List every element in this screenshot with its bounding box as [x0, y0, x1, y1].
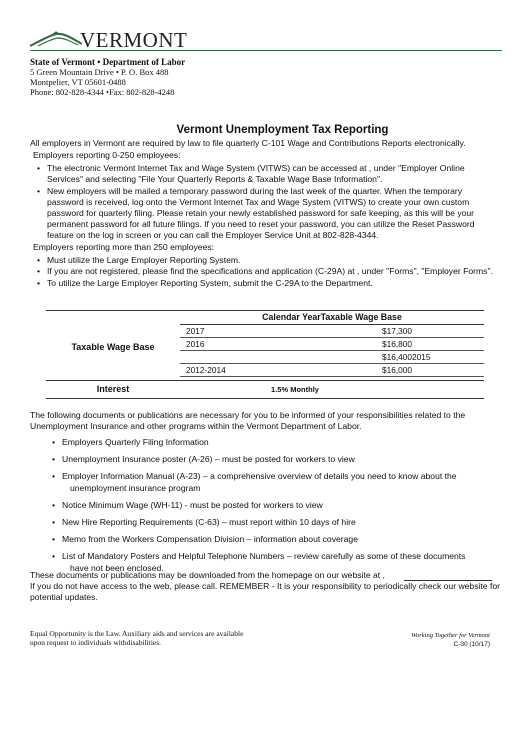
footer-motto: Working Together for Vermont — [411, 632, 490, 639]
list-item: • If you are not registered, please find the specifications and application (C-29A) at , under "Forms", "Employer Forms". — [35, 266, 493, 277]
large-employers-heading: Employers reporting more than 250 employees: — [33, 242, 215, 252]
footer-left — [30, 629, 330, 647]
document-item-text: Memo from the Workers Compensation Division – information about coverage — [62, 534, 358, 545]
interest-value: 1.5% Monthly — [271, 385, 319, 394]
footer-eeo-line-2: upon request to individuals withdisabilities. — [30, 638, 162, 647]
document-item-text: New Hire Reporting Requirements (C-63) – must report within 10 days of hire — [62, 517, 356, 528]
table-cell-amount: $16,000 — [382, 365, 412, 375]
closing-text-2: If you do not have access to the web, please call. REMEMBER - It is your responsibility to periodically check our website for potential updates. — [30, 581, 501, 603]
small-employers-section — [33, 150, 493, 242]
list-item: • To utilize the Large Employer Reporting System, submit the C-29A to the Department. — [35, 278, 493, 289]
table-header: Calendar YearTaxable Wage Base — [262, 312, 402, 322]
document-item — [50, 517, 495, 528]
table-cell-year: 2017 — [186, 326, 205, 336]
list-item: • New employers will be mailed a temporary password during the last week of the quarter. When the temporary password is received, log onto the Vermont Internet Tax and Wage System (VITWS) to create your own custom password for quarterly filing. Please retain your newly established password for safe keeping, as this will be your permanent password for all future filings. If you need to reset your password, you can utilize the Reset Password feature on the log in screen or you can call the Employer Service Unit at 802-828-4344. — [35, 186, 493, 242]
document-item-continuation: unemployment insurance program — [70, 482, 201, 493]
phone-fax-line: Phone: 802-828-4344 •Fax: 802-828-4248 — [30, 87, 175, 97]
small-employers-list — [35, 163, 493, 241]
intro-paragraph: All employers in Vermont are required by law to file quarterly C-101 Wage and Contributions Reports electronically. — [30, 138, 466, 148]
table-row — [180, 364, 484, 377]
department-block — [30, 57, 330, 97]
table-cell-year: 2012-2014 — [186, 365, 226, 375]
document-item — [50, 534, 495, 545]
website-blank-line — [404, 580, 492, 581]
footer-eeo-line-1: Equal Opportunity is the Law. Auxiliary aids and services are available — [30, 629, 244, 638]
department-title: State of Vermont • Department of Labor — [30, 57, 186, 67]
page-title: Vermont Unemployment Tax Reporting — [176, 124, 389, 136]
large-employers-section — [33, 242, 493, 289]
list-item: • The electronic Vermont Internet Tax and Wage System (VITWS) can be accessed at , under "Employer Online Services" and selecting "File Your Quarterly Reports & Taxable Wage Base Information". — [35, 163, 493, 185]
address-line-1: 5 Green Mountain Drive • P. O. Box 488 — [30, 67, 169, 77]
documents-list — [50, 437, 495, 580]
interest-label: Interest — [96, 384, 130, 394]
table-rows — [180, 325, 484, 377]
document-item-text: Employers Quarterly Filing Information — [62, 437, 209, 447]
wage-base-table — [46, 310, 484, 403]
logo — [30, 28, 502, 50]
table-row — [180, 338, 484, 351]
closing-section — [30, 570, 500, 604]
table-cell-amount: $16,800 — [382, 339, 412, 349]
table-row — [180, 351, 484, 364]
table-row-label: Taxable Wage Base — [71, 342, 155, 352]
address-line-2: Montpelier, VT 05601-0488 — [30, 77, 126, 87]
document-item-text: Unemployment Insurance poster (A-26) – must be posted for workers to view — [62, 454, 355, 465]
closing-line — [30, 570, 500, 581]
document-item-continuation: have not been enclosed. — [70, 562, 164, 573]
header-divider — [30, 50, 502, 51]
table-cell-amount: $16,4002015 — [382, 352, 431, 362]
logo-wordmark: VERMONT — [80, 28, 188, 52]
table-cell-amount: $17,300 — [382, 326, 412, 336]
document-item — [50, 454, 495, 465]
document-item — [50, 500, 495, 511]
footer-right — [330, 631, 490, 649]
table-cell-year: 2016 — [186, 339, 205, 349]
document-item — [50, 471, 495, 493]
closing-text: These documents or publications may be downloaded from the homepage on our website at , — [30, 570, 385, 580]
document-item — [50, 437, 495, 448]
small-employers-heading: Employers reporting 0-250 employees: — [33, 150, 181, 160]
mountain-logo-icon — [30, 30, 82, 48]
form-number: C-30 (10/17) — [453, 641, 490, 648]
document-item-text: Notice Minimum Wage (WH-11) - must be posted for workers to view — [62, 499, 323, 510]
list-item: • Must utilize the Large Employer Reporting System. — [35, 255, 493, 266]
large-employers-list — [35, 255, 493, 289]
document-item-text: List of Mandatory Posters and Helpful Telephone Numbers – review carefully as some of these documents — [62, 551, 466, 562]
documents-intro: The following documents or publications are necessary for you to be informed of your responsibilities related to the Unemployment Insurance and other programs within the Vermont Department of Labor. — [30, 410, 466, 432]
table-row — [180, 325, 484, 338]
document-item-text: Employer Information Manual (A-23) – a comprehensive overview of details you need to know about the — [62, 471, 457, 482]
